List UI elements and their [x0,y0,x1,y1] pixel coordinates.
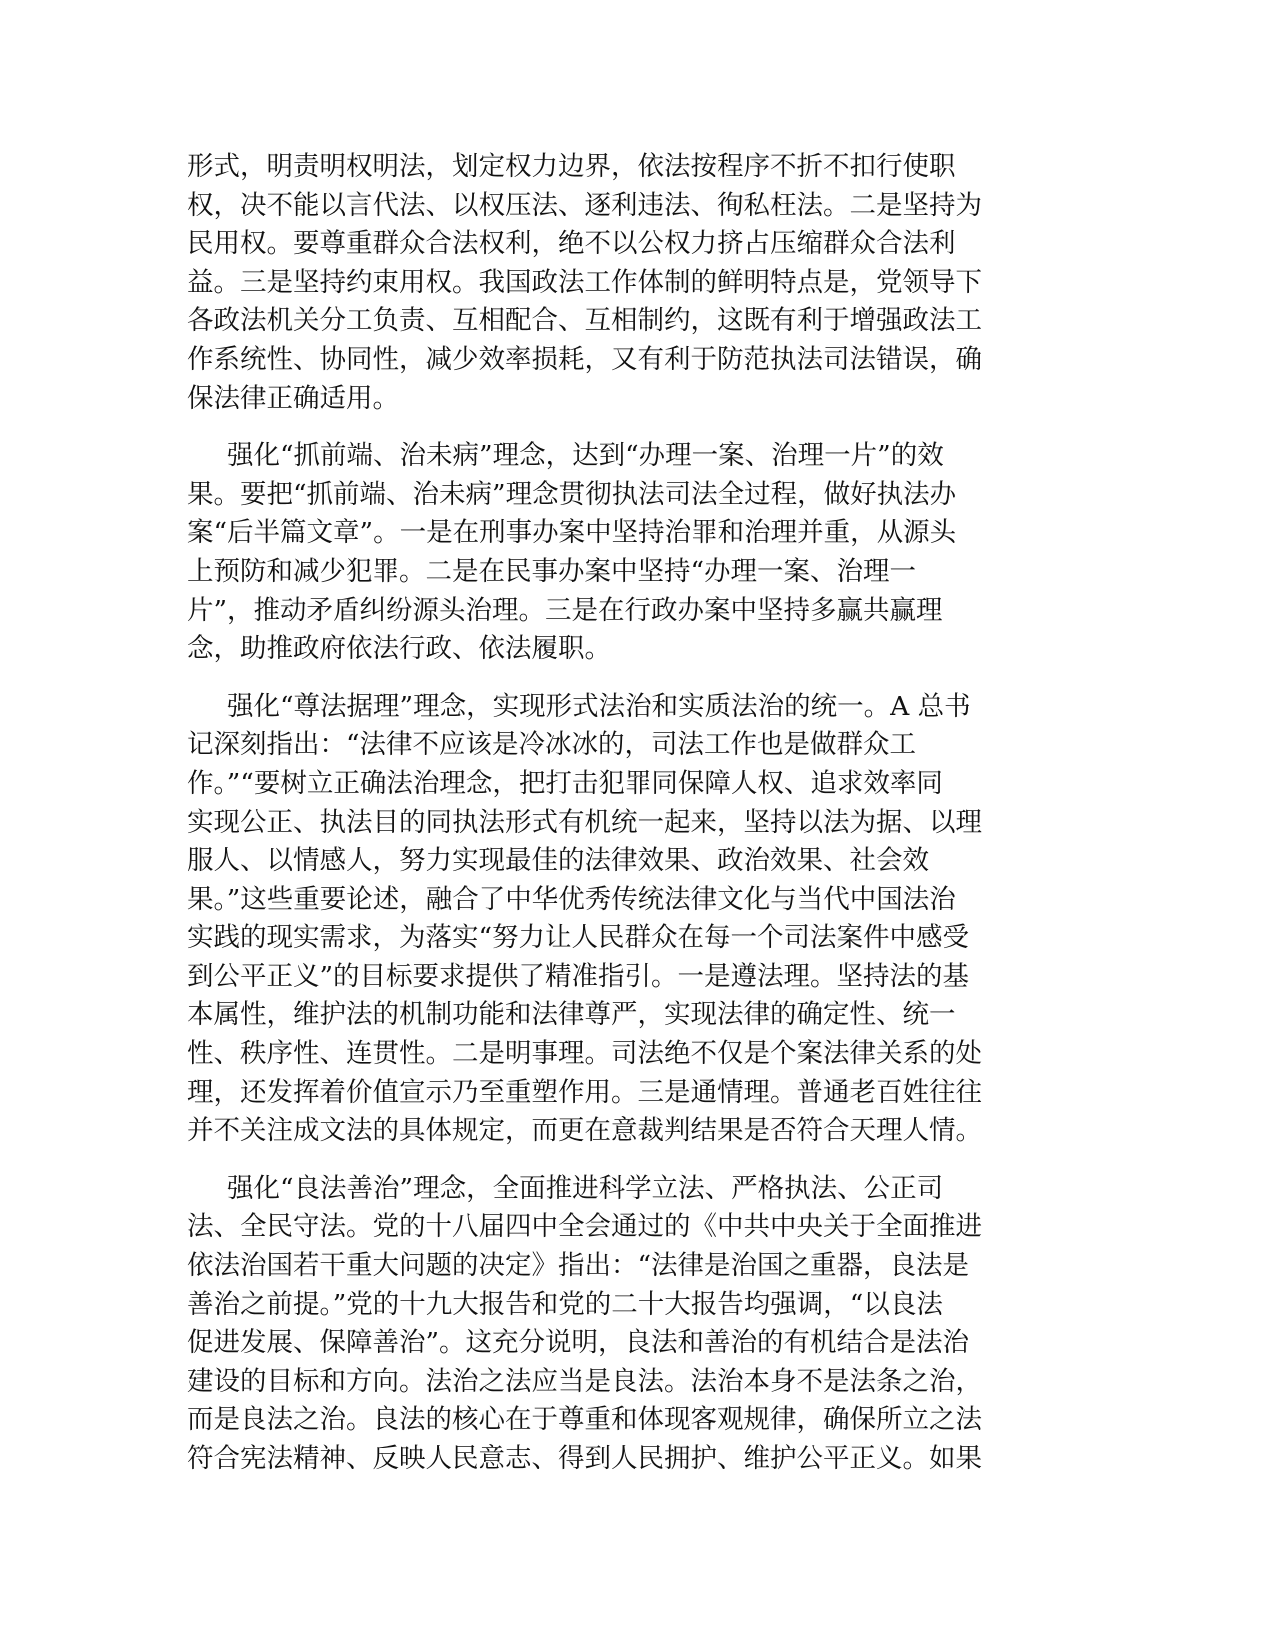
text-line: 善治之前提。”党的十九大报告和党的二十大报告均强调，“以良法 [187,1288,943,1320]
text-line: 促进发展、保障善治”。这充分说明，良法和善治的有机结合是法治 [187,1327,970,1359]
text-line: 并不关注成文法的具体规定，而更在意裁判结果是否符合天理人情。 [187,1115,982,1147]
text-line: 形式，明责明权明法，划定权力边界，依法按程序不折不扣行使职 [187,151,956,182]
text-line: 实践的现实需求，为落实“努力让人民群众在每一个司法案件中感受 [187,922,970,954]
paragraph-1 [187,148,1087,418]
text-line: 记深刻指出：“法律不应该是冷冰冰的，司法工作也是做群众工 [187,729,917,761]
text-line: 片”，推动矛盾纠纷源头治理。三是在行政办案中坚持多赢共赢理 [187,594,943,626]
text-line: 各政法机关分工负责、互相配合、互相制约，这既有利于增强政法工 [187,305,982,337]
text-line: 符合宪法精神、反映人民意志、得到人民拥护、维护公平正义。如果 [187,1443,982,1474]
text-line: 民用权。要尊重群众合法权利，绝不以公权力挤占压缩群众合法利 [187,228,956,260]
text-line: 依法治国若干重大问题的决定》指出：“法律是治国之重器，良法是 [187,1250,970,1282]
paragraph-3 [187,688,1087,1151]
text-line: 法、全民守法。党的十八届四中全会通过的《中共中央关于全面推进 [187,1211,982,1243]
text-line: 性、秩序性、连贯性。二是明事理。司法绝不仅是个案法律关系的处 [187,1038,982,1070]
text-line: 作。”“要树立正确法治理念，把打击犯罪同保障人权、追求效率同 [187,767,943,799]
text-line: 案“后半篇文章”。一是在刑事办案中坚持治罪和治理并重，从源头 [187,517,957,549]
text-line: 保法律正确适用。 [187,382,399,414]
text-line: 而是良法之治。良法的核心在于尊重和体现客观规律，确保所立之法 [187,1404,982,1436]
paragraph-4 [187,1170,1087,1479]
text-line: 上预防和减少犯罪。二是在民事办案中坚持“办理一案、治理一 [187,555,917,587]
text-line: 强化“抓前端、治未病”理念，达到“办理一案、治理一片”的效 [227,440,944,472]
text-line: 果。”这些重要论述，融合了中华优秀传统法律文化与当代中国法治 [187,883,956,915]
text-line: 作系统性、协同性，减少效率损耗，又有利于防范执法司法错误，确 [187,343,982,375]
text-line: 强化“尊法据理”理念，实现形式法治和实质法治的统一。A 总书 [227,690,971,722]
text-line: 服人、以情感人，努力实现最佳的法律效果、政治效果、社会效 [187,845,929,877]
text-line: 果。要把“抓前端、治未病”理念贯彻执法司法全过程，做好执法办 [187,478,957,510]
text-line: 到公平正义”的目标要求提供了精准指引。一是遵法理。坚持法的基 [187,960,970,992]
body-text [187,148,1087,1498]
text-line: 念，助推政府依法行政、依法履职。 [187,633,611,665]
text-line: 权，决不能以言代法、以权压法、逐利违法、徇私枉法。二是坚持为 [187,189,982,221]
paragraph-2 [187,437,1087,669]
text-line: 强化“良法善治”理念，全面推进科学立法、严格执法、公正司 [227,1172,944,1204]
text-line: 建设的目标和方向。法治之法应当是良法。法治本身不是法条之治， [187,1365,982,1397]
text-line: 本属性，维护法的机制功能和法律尊严，实现法律的确定性、统一 [187,999,956,1031]
text-line: 益。三是坚持约束用权。我国政法工作体制的鲜明特点是，党领导下 [187,266,982,298]
text-line: 实现公正、执法目的同执法形式有机统一起来，坚持以法为据、以理 [187,806,982,838]
text-line: 理，还发挥着价值宣示乃至重塑作用。三是通情理。普通老百姓往往 [187,1076,982,1108]
